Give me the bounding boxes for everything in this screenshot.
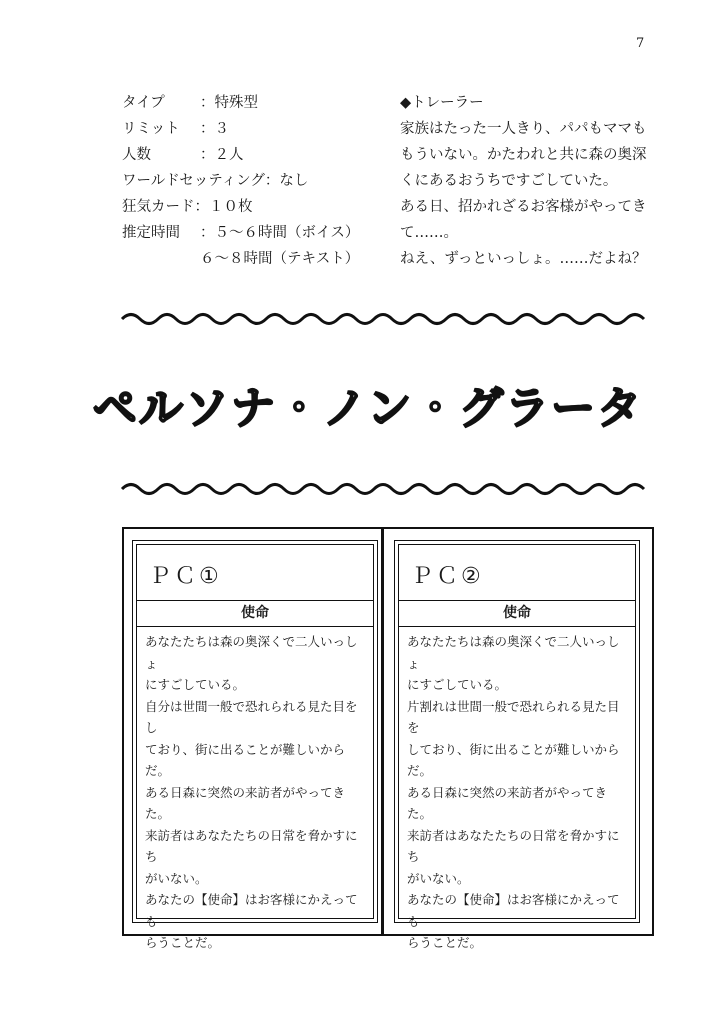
card-line: にすごしている。 (407, 677, 508, 692)
trailer-line: 家族はたった一人きり、パパもママも (400, 121, 647, 137)
pc2-handout-card (394, 540, 640, 950)
spec-time-continuation: ６～８時間（テキスト） (200, 251, 360, 267)
spec-value: ：特殊型 (200, 95, 258, 111)
trailer-heading: ◆トレーラー (400, 95, 484, 111)
trailer-line: て……。 (400, 225, 458, 241)
spec-row-type (122, 90, 392, 116)
spec-row-madness-cards (122, 194, 392, 220)
trailer-line: もういない。かたわれと共に森の奥深 (400, 147, 647, 163)
spec-label: 狂気カード (122, 199, 195, 215)
trailer-line: ある日、招かれざるお客様がやってき (400, 199, 647, 215)
trailer-line: ねえ、ずっといっしょ。……だよね？ (400, 251, 647, 267)
card-inner-frame (398, 544, 636, 950)
card-line: ある日森に突然の来訪者がやってきた。 (145, 784, 346, 821)
spec-value: ：２人 (200, 147, 244, 163)
mission-label: 使命 (399, 601, 635, 627)
scenario-specs (122, 90, 392, 272)
card-title: ＰＣ② (411, 564, 484, 589)
card-title-box (137, 545, 373, 601)
spec-label: タイプ (122, 95, 165, 111)
card-body (407, 631, 629, 954)
trailer-line: くにあるおうちですごしていた。 (400, 173, 618, 189)
spec-label: 推定時間 (122, 225, 180, 241)
card-line: あなたたちは森の奥深くで二人いっしょ (145, 634, 358, 671)
card-line: がいない。 (407, 870, 470, 886)
card-line: ある日森に突然の来訪者がやってきた。 (407, 784, 608, 821)
card-line: 来訪者はあなたたちの日常を脅かすにち (145, 827, 358, 864)
card-line: らうことだ。 (145, 935, 221, 950)
pc1-handout-card (132, 540, 378, 950)
card-line: 片割れは世間一般で恐れられる見た目を (407, 698, 620, 735)
spec-label: ワールドセッティング (122, 173, 265, 189)
spec-label: 人数 (122, 147, 151, 163)
card-line: らうことだ。 (407, 935, 483, 950)
handout-frame-divider (381, 527, 384, 936)
wave-divider-top (122, 309, 648, 329)
spec-row-players (122, 142, 392, 168)
card-line: あなたの【使命】はお客様にかえっても (145, 892, 358, 929)
spec-row-world-setting (122, 168, 392, 194)
title-text: ペルソナ・ノン・グラータ (92, 383, 644, 434)
card-title-box (399, 545, 635, 601)
spec-row-estimated-time (122, 220, 392, 246)
card-inner-frame (136, 544, 374, 950)
card-line: あなたの【使命】はお客様にかえっても (407, 892, 620, 929)
page-number: 7 (636, 36, 645, 51)
card-line: にすごしている。 (145, 677, 246, 692)
spec-value: ：３ (200, 121, 229, 137)
card-line: 来訪者はあなたたちの日常を脅かすにち (407, 827, 620, 864)
card-title: ＰＣ① (149, 564, 222, 589)
scenario-title (92, 365, 644, 445)
mission-label: 使命 (137, 601, 373, 627)
spec-value: ：なし (264, 173, 309, 189)
card-line: 自分は世間一般で恐れられる見た目をし (145, 698, 358, 735)
spec-value: ：１０枚 (194, 199, 253, 215)
trailer (400, 90, 660, 272)
wave-divider-bottom (122, 479, 648, 499)
card-line: しており、街に出ることが難しいからだ。 (407, 741, 620, 778)
spec-value: ：５～６時間（ボイス） (200, 225, 360, 241)
card-line: ており、街に出ることが難しいからだ。 (145, 741, 346, 778)
spec-row-limit (122, 116, 392, 142)
card-body (145, 631, 367, 954)
card-line: がいない。 (145, 870, 208, 886)
card-line: あなたたちは森の奥深くで二人いっしょ (407, 634, 620, 671)
spec-label: リミット (122, 121, 180, 137)
